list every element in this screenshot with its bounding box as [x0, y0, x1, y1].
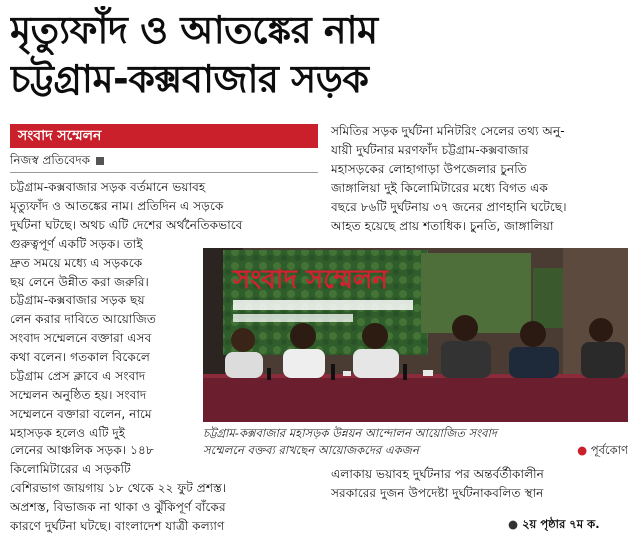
- photo-credit: [577, 442, 628, 459]
- text-line: দ্রুত সময়ে মধ্যে এ সড়ককে: [10, 255, 143, 270]
- photo-caption: [203, 425, 628, 459]
- text-line: চট্টগ্রাম-কক্সবাজার সড়ক ছয়: [10, 293, 145, 308]
- text-line: জাঙ্গালিয়া দুই কিলোমিটারের মধ্যে বিগত এক: [331, 180, 548, 195]
- bullet-icon: ●: [577, 443, 588, 457]
- text-line: বেশিরভাগ জায়গায় ১৮ থেকে ২২ ফুট প্রশস্ত।: [10, 480, 227, 495]
- text-line: ছয় লেনে উন্নীত করা জরুরি।: [10, 274, 149, 289]
- press-conference-photo: [203, 248, 628, 422]
- text-line: অপ্রশস্ত, বিভাজক না থাকা ও ঝুঁকিপূর্ণ বাঁকের: [10, 499, 226, 514]
- text-line: চট্টগ্রাম প্রেস ক্লাবে এ সংবাদ: [10, 369, 146, 384]
- right-column-text: [331, 122, 626, 235]
- bullet-icon: ●: [508, 517, 519, 531]
- reporter-byline: [10, 152, 104, 172]
- right-column-text-bottom: [331, 465, 626, 503]
- headline-line-1: মৃত্যুফাঁদ ও আতঙ্কের নাম: [10, 8, 378, 52]
- text-line: সংবাদ সম্মেলনে বক্তারা এসব: [10, 331, 152, 346]
- text-line: দুর্ঘটনা ঘটছে। অথচ এটি দেশের অর্থনৈতিকভাবে: [10, 217, 243, 232]
- left-column-text: [10, 178, 243, 443]
- text-line: মৃত্যুফাঁদ ও আতঙ্কের নাম। প্রতিদিন এ সড়কে: [10, 198, 224, 213]
- section-label: সংবাদ সম্মেলন: [10, 124, 318, 148]
- photo-credit-text: পূর্বকোণ: [590, 443, 628, 457]
- text-line: মহাসড়ক হলেও এটি দুই: [10, 425, 126, 440]
- text-line: আহত হয়েছে প্রায় শতাধিক। চুনতি, জাঙ্গালিয়া: [331, 218, 554, 233]
- byline-divider: [10, 172, 318, 173]
- continuation-text: ২য় পৃষ্ঠার ৭ম ক.: [522, 517, 600, 531]
- text-line: লেন করার দাবিতে আয়োজিত: [10, 312, 157, 327]
- text-line: চট্টগ্রাম-কক্সবাজার সড়ক বর্তমানে ভয়াবহ: [10, 180, 206, 194]
- text-line: কথা বলেন। গতকাল বিকেলে: [10, 350, 150, 365]
- text-line: যায়ী দুর্ঘটনার মরণফাঁদ চট্টগ্রাম-কক্সবাজার: [331, 142, 529, 157]
- table-cloth: [203, 376, 628, 422]
- reporter-name: নিজস্ব প্রতিবেদক: [10, 153, 91, 167]
- text-line: গুরুত্বপূর্ণ একটি সড়ক। তাই: [10, 236, 143, 251]
- square-bullet-icon: [96, 157, 104, 165]
- banner-title: সংবাদ সম্মেলন: [233, 265, 388, 295]
- text-line: লেনের আঞ্চলিক সড়ক। ১৪৮: [10, 443, 154, 457]
- text-line: সম্মেলন অনুষ্ঠিত হয়। সংবাদ: [10, 387, 147, 402]
- headline-line-2: চট্টগ্রাম-কক্সবাজার সড়ক: [10, 57, 369, 101]
- text-line: কিলোমিটারের এ সড়কটি: [10, 461, 131, 476]
- continuation-note: [508, 516, 600, 535]
- text-line: কারণে দুর্ঘটনা ঘটছে। বাংলাদেশ যাত্রী কল্যাণ: [10, 518, 225, 533]
- text-line: এলাকায় ভয়াবহ দুর্ঘটনার পর অন্তর্বর্তীকালীন: [331, 467, 544, 481]
- text-line: সমিতির সড়ক দুর্ঘটনা মনিটরিং সেলের তথ্য অনু-: [331, 124, 565, 138]
- text-line: বছরে ৮৬টি দুর্ঘটনায় ৩৭ জনের প্রাণহানি ঘটেছে।: [331, 199, 567, 214]
- text-line: মহাসড়কের লোহাগাড়া উপজেলার চুনতি: [331, 161, 527, 176]
- caption-line-1: চট্টগ্রাম-কক্সবাজার মহাসড়ক উন্নয়ন আন্দোলন আয়োজিত সংবাদ: [203, 426, 497, 440]
- text-line: সম্মেলনে বক্তারা বলেন, নামে: [10, 406, 152, 421]
- caption-line-2: সম্মেলনে বক্তব্য রাখছেন আয়োজকদের একজন: [203, 443, 419, 457]
- photo-illustration: [203, 248, 628, 422]
- headline: [10, 6, 626, 104]
- text-line: সরকারের দুজন উপদেষ্টা দুর্ঘটনাকবলিত স্থান: [331, 485, 544, 500]
